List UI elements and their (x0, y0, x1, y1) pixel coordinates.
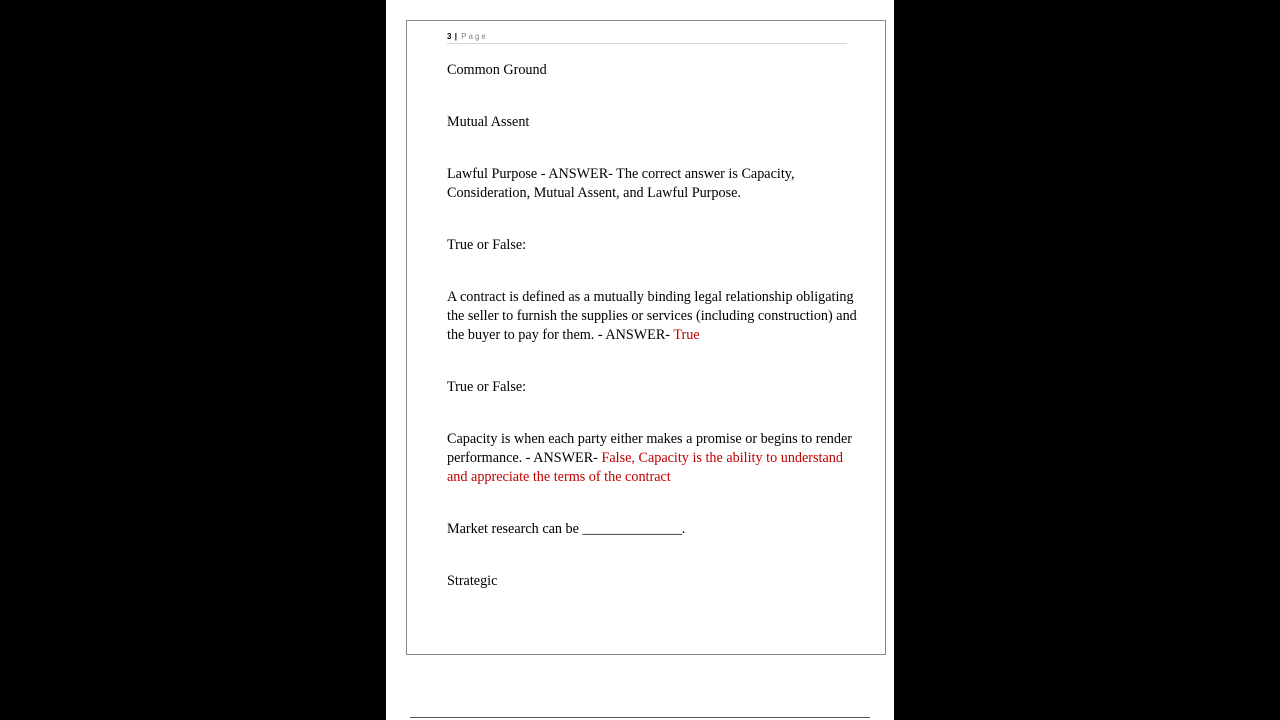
header-separator: | (454, 32, 457, 41)
paragraph-lawful-purpose (447, 165, 857, 203)
paragraph-true-or-false-2 (447, 378, 857, 397)
paragraph-text: A contract is defined as a mutually binding legal relationship obligating the seller to furnish the supplies or services (including construction) and the buyer to pay for them. - ANSWER- (447, 289, 857, 343)
paragraph-strategic (447, 572, 857, 591)
paragraph-capacity (447, 430, 857, 487)
paragraph-text: Market research can be ______________. (447, 521, 686, 537)
next-page-top-edge (410, 717, 870, 718)
document-viewer (386, 0, 894, 720)
paragraph-text: Common Ground (447, 62, 547, 78)
page-number: 3 (447, 32, 452, 41)
paragraph-true-or-false-1 (447, 236, 857, 255)
paragraph-contract-definition (447, 288, 857, 345)
answer-true: True (673, 327, 700, 343)
paragraph-text: Lawful Purpose - ANSWER- The correct answer is Capacity, Consideration, Mutual Assent, and Lawful Purpose. (447, 166, 795, 201)
paragraph-text: Mutual Assent (447, 114, 530, 130)
paragraph-common-ground (447, 61, 857, 80)
page-header (447, 31, 847, 44)
answer-false-capacity: False, Capacity is the ability to understand and appreciate the terms of the contract (447, 450, 843, 485)
paragraph-text: Capacity is when each party either makes a promise or begins to render performance. - ANSWER- (447, 431, 852, 466)
page-label: Page (461, 32, 488, 41)
paragraph-text: True or False: (447, 237, 527, 253)
paragraph-market-research (447, 520, 857, 539)
paragraph-mutual-assent (447, 113, 857, 132)
page-body (447, 61, 857, 591)
paragraph-text: Strategic (447, 573, 498, 589)
paragraph-text: True or False: (447, 379, 527, 395)
